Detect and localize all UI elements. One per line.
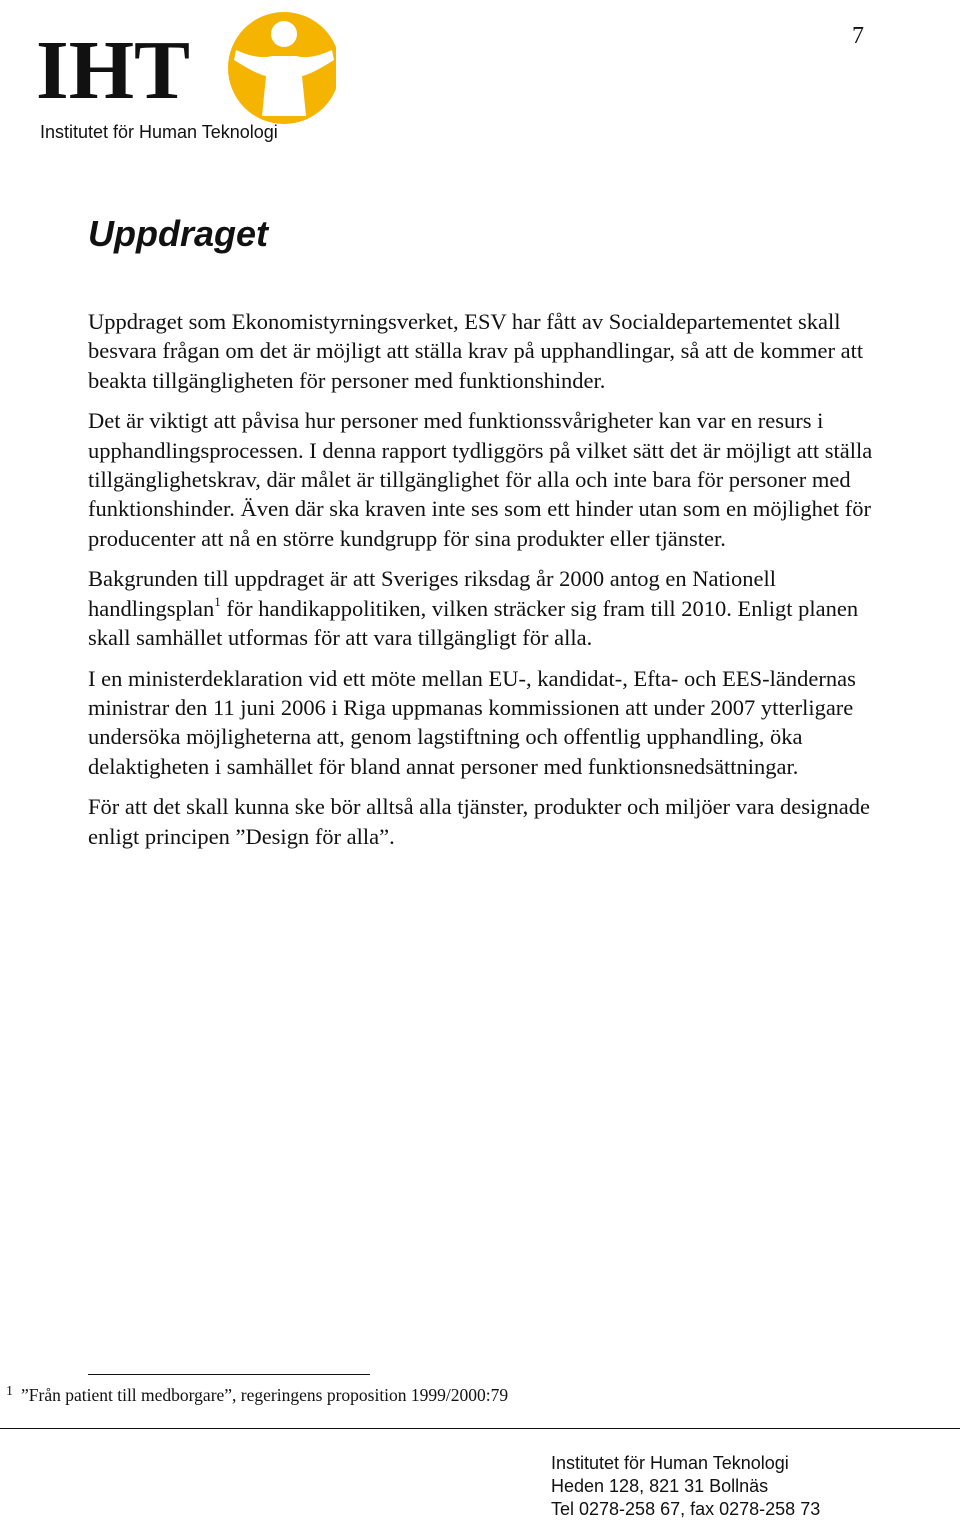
footer-divider — [0, 1428, 960, 1429]
iht-logo — [36, 4, 336, 146]
paragraph-4: I en ministerdeklaration vid ett möte mellan EU-, kandidat-, Efta- och EES-ländernas ministrar den 11 juni 2006 i Riga uppmanas kommissionen att under 2007 ytterligare undersöka möjligheterna att, genom lagstiftning och offentlig upphandling, öka delaktigheten i samhället för bland annat personer med funktionsnedsättningar. — [88, 665, 856, 779]
footnote — [6, 1384, 508, 1409]
logo-letters: IHT — [36, 24, 191, 117]
footnote-mark: 1 — [6, 1384, 13, 1399]
body-text — [88, 307, 888, 863]
iht-logo-graphic — [36, 4, 336, 146]
logo-tagline: Institutet för Human Teknologi — [40, 122, 278, 142]
footer-org: Institutet för Human Teknologi — [551, 1453, 789, 1473]
paragraph-5: För att det skall kunna ske bör alltså alla tjänster, produkter och miljöer vara designade enligt principen ”Design för alla”. — [88, 794, 870, 849]
paragraph-1: Uppdraget som Ekonomistyrningsverket, ESV har fått av Socialdepartementet skall besvara frågan om det är möjligt att ställa krav på upphandlingar, så att de kommer att beakta tillgängligheten för personer med funktionshinder. — [88, 309, 864, 393]
page-number: 7 — [852, 23, 864, 49]
footnote-reference[interactable]: 1 — [214, 593, 221, 609]
footer-address: Heden 128, 821 31 Bollnäs — [551, 1476, 769, 1496]
footnote-text: ”Från patient till medborgare”, regeringens proposition 1999/2000:79 — [21, 1385, 509, 1405]
paragraph-3-start: Bakgrunden till uppdraget är att Sveriges riksdag år 2000 antog en Nationell handlingsplan — [88, 566, 776, 621]
paragraph-2: Det är viktigt att påvisa hur personer med funktionssvårigheter kan var en resurs i upphandlingsprocessen. I denna rapport tydliggörs på vilket sätt det är möjligt att ställa tillgänglighetskrav, där målet är tillgänglighet för alla och inte bara för personer med funktionshinder. Även där ska kraven inte ses som ett hinder utan som en möjlighet för producenter att nå en större kundgrupp för sina produkter eller tjänster. — [88, 408, 873, 551]
paragraph-3-end: för handikappolitiken, vilken sträcker sig fram till 2010. Enligt planen skall samhället utformas för att vara tillgängligt för alla. — [88, 595, 859, 650]
person-figure-icon — [228, 12, 336, 124]
paragraph-3 — [88, 564, 888, 652]
footer-contact: Tel 0278-258 67, fax 0278-258 73 — [551, 1499, 821, 1519]
footnote-separator — [88, 1374, 370, 1375]
page-heading: Uppdraget — [88, 213, 268, 254]
page-footer — [551, 1452, 820, 1521]
